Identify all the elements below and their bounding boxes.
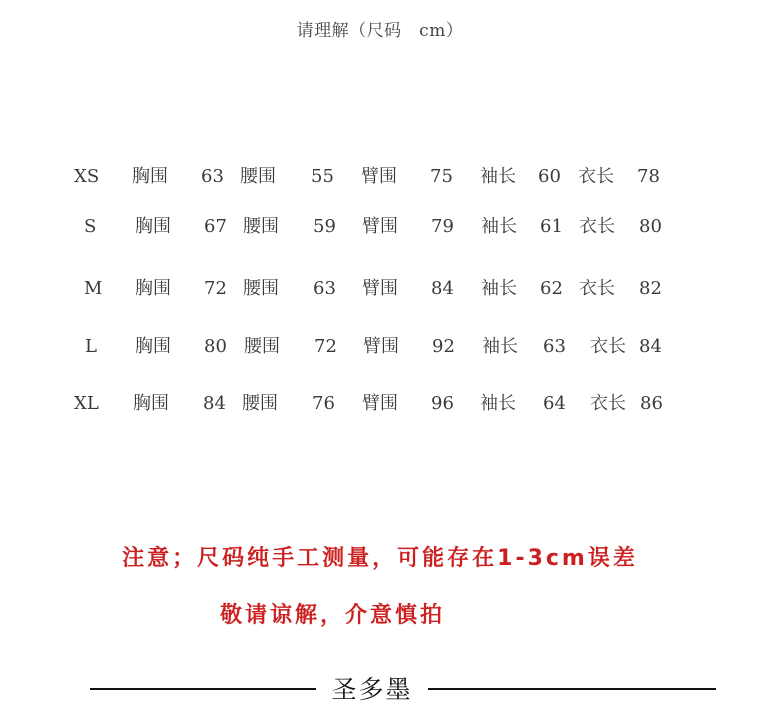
table-row <box>0 391 760 417</box>
chest-value: 72 <box>204 278 227 299</box>
waist-label: 腰围 <box>242 393 278 414</box>
chest-label: 胸围 <box>135 336 171 357</box>
notice-apology: 敬请谅解，介意慎拍 <box>220 603 446 628</box>
arm-label: 臂围 <box>361 166 397 187</box>
footer-divider-left <box>90 688 316 690</box>
waist-label: 腰围 <box>243 278 279 299</box>
arm-label: 臂围 <box>362 393 398 414</box>
size-label: XL <box>74 393 99 414</box>
waist-value: 63 <box>313 278 336 299</box>
page-title: 请理解（尺码 cm） <box>296 21 464 41</box>
sleeve-value: 60 <box>538 166 561 187</box>
length-label: 衣长 <box>579 278 615 299</box>
length-label: 衣长 <box>578 166 614 187</box>
arm-value: 96 <box>431 393 454 414</box>
chest-value: 80 <box>204 336 227 357</box>
arm-label: 臂围 <box>362 278 398 299</box>
length-label: 衣长 <box>579 216 615 237</box>
sleeve-label: 袖长 <box>482 336 518 357</box>
waist-value: 59 <box>313 216 336 237</box>
sleeve-label: 袖长 <box>480 393 516 414</box>
size-label: XS <box>74 166 100 187</box>
chest-label: 胸围 <box>133 393 169 414</box>
waist-label: 腰围 <box>243 216 279 237</box>
arm-label: 臂围 <box>362 216 398 237</box>
arm-value: 79 <box>431 216 454 237</box>
size-label: M <box>84 278 103 299</box>
table-row <box>0 334 760 360</box>
notice-measurement: 注意；尺码纯手工测量，可能存在1-3cm误差 <box>122 546 638 571</box>
footer-divider-right <box>428 688 716 690</box>
waist-value: 55 <box>311 166 334 187</box>
sleeve-value: 62 <box>540 278 563 299</box>
sleeve-label: 袖长 <box>481 216 517 237</box>
arm-value: 92 <box>432 336 455 357</box>
length-value: 80 <box>639 216 662 237</box>
table-row <box>0 164 760 190</box>
sleeve-value: 61 <box>540 216 563 237</box>
length-label: 衣长 <box>590 393 626 414</box>
chest-value: 67 <box>204 216 227 237</box>
length-label: 衣长 <box>590 336 626 357</box>
length-value: 82 <box>639 278 662 299</box>
waist-value: 72 <box>314 336 337 357</box>
length-value: 78 <box>637 166 660 187</box>
arm-value: 84 <box>431 278 454 299</box>
chest-label: 胸围 <box>132 166 168 187</box>
length-value: 86 <box>640 393 663 414</box>
chest-label: 胸围 <box>135 278 171 299</box>
sleeve-label: 袖长 <box>480 166 516 187</box>
table-row <box>0 276 760 302</box>
waist-label: 腰围 <box>244 336 280 357</box>
length-value: 84 <box>639 336 662 357</box>
chest-value: 84 <box>203 393 226 414</box>
sleeve-value: 63 <box>543 336 566 357</box>
waist-value: 76 <box>312 393 335 414</box>
brand-name: 圣多墨 <box>331 675 413 704</box>
chest-label: 胸围 <box>135 216 171 237</box>
table-row <box>0 214 760 240</box>
arm-value: 75 <box>430 166 453 187</box>
arm-label: 臂围 <box>363 336 399 357</box>
chest-value: 63 <box>201 166 224 187</box>
sleeve-label: 袖长 <box>481 278 517 299</box>
sleeve-value: 64 <box>543 393 566 414</box>
waist-label: 腰围 <box>240 166 276 187</box>
size-label: L <box>85 336 97 357</box>
size-label: S <box>84 216 97 237</box>
